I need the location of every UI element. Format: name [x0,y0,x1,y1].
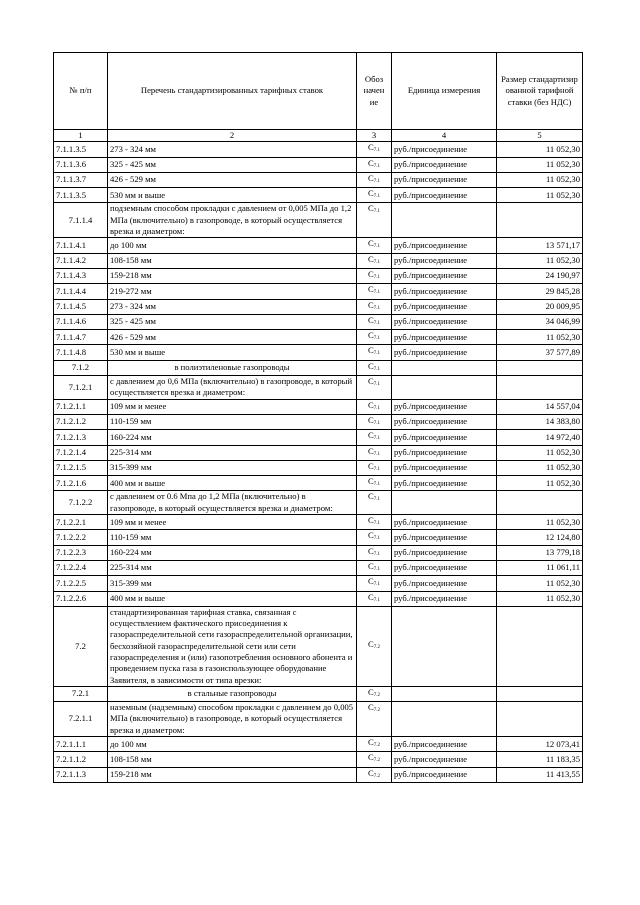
designation-letter: C [368,345,374,356]
table-row [54,606,583,686]
designation-letter: C [368,430,374,441]
row-unit: руб./присоединение [392,314,497,329]
row-value [497,376,583,400]
row-value: 11 052,30 [497,445,583,460]
table-row [54,686,583,701]
designation-index: 7.2 [373,743,380,749]
row-name: до 100 мм [108,737,357,752]
row-value: 12 124,80 [497,530,583,545]
row-unit: руб./присоединение [392,530,497,545]
designation-index: 7.1 [373,209,380,215]
row-value: 14 383,80 [497,414,583,429]
row-value: 29 845,28 [497,284,583,299]
row-number: 7.2.1 [54,686,108,701]
row-name: 426 - 529 мм [108,172,357,187]
row-name: 530 мм и выше [108,345,357,360]
row-unit: руб./присоединение [392,414,497,429]
designation-index: 7.1 [373,521,380,527]
row-number: 7.1.1.3.5 [54,188,108,203]
row-unit: руб./присоединение [392,142,497,157]
designation-letter: C [368,639,374,650]
table-row [54,515,583,530]
row-unit [392,606,497,686]
row-name: 225-314 мм [108,560,357,575]
row-designation [357,686,392,701]
row-value: 11 183,35 [497,752,583,767]
row-unit: руб./присоединение [392,238,497,253]
header-designation: Обоз начен ие [357,53,392,130]
designation-letter: C [368,376,374,387]
designation-index: 7.1 [373,366,380,372]
row-name: 110-159 мм [108,530,357,545]
table-row [54,460,583,475]
designation-letter: C [368,299,374,310]
row-designation [357,606,392,686]
row-value [497,360,583,375]
row-unit [392,491,497,515]
table-row [54,376,583,400]
table-row [54,157,583,172]
row-name: 426 - 529 мм [108,330,357,345]
row-designation [357,445,392,460]
row-designation [357,491,392,515]
row-unit: руб./присоединение [392,284,497,299]
row-name: 160-224 мм [108,545,357,560]
designation-index: 7.1 [373,597,380,603]
designation-letter: C [368,399,374,410]
designation-letter: C [368,767,374,778]
row-designation [357,299,392,314]
column-number: 2 [108,130,357,142]
table-row [54,314,583,329]
designation-index: 7.1 [373,405,380,411]
table-row [54,430,583,445]
row-value: 11 052,30 [497,476,583,491]
row-designation [357,560,392,575]
row-designation [357,752,392,767]
row-name: 160-224 мм [108,430,357,445]
row-number: 7.1.2.2.2 [54,530,108,545]
row-number: 7.1.2.1.6 [54,476,108,491]
designation-index: 7.1 [373,163,380,169]
designation-letter: C [368,476,374,487]
row-unit: руб./присоединение [392,752,497,767]
designation-letter: C [368,702,374,713]
designation-letter: C [368,203,374,214]
designation-index: 7.2 [373,708,380,714]
designation-letter: C [368,545,374,556]
designation-index: 7.1 [373,466,380,472]
row-unit [392,360,497,375]
designation-letter: C [368,530,374,541]
row-designation [357,330,392,345]
row-value: 37 577,89 [497,345,583,360]
column-numbers-row [54,130,583,142]
row-designation [357,376,392,400]
row-value: 11 052,30 [497,253,583,268]
row-name: 273 - 324 мм [108,299,357,314]
row-value [497,491,583,515]
designation-index: 7.1 [373,178,380,184]
row-name: 225-314 мм [108,445,357,460]
row-unit [392,686,497,701]
row-unit: руб./присоединение [392,560,497,575]
row-unit: руб./присоединение [392,767,497,782]
row-number: 7.2.1.1.2 [54,752,108,767]
designation-index: 7.1 [373,451,380,457]
row-number: 7.1.2.1.3 [54,430,108,445]
table-row [54,767,583,782]
designation-index: 7.1 [373,244,380,250]
row-value: 11 052,30 [497,172,583,187]
row-designation [357,767,392,782]
table-row [54,737,583,752]
row-number: 7.2.1.1.3 [54,767,108,782]
row-number: 7.1.1.4 [54,203,108,238]
designation-index: 7.1 [373,305,380,311]
row-value: 20 009,95 [497,299,583,314]
designation-index: 7.1 [373,274,380,280]
row-value: 11 061,11 [497,560,583,575]
table-row [54,591,583,606]
row-unit: руб./присоединение [392,737,497,752]
table-row [54,253,583,268]
row-value [497,203,583,238]
designation-letter: C [368,330,374,341]
designation-letter: C [368,591,374,602]
header-rate-size: Размер стандартизир ованной тарифной ставки (без НДС) [497,53,583,130]
row-designation [357,142,392,157]
designation-index: 7.2 [373,645,380,651]
designation-letter: C [368,157,374,168]
header-number: № п/п [54,53,108,130]
row-number: 7.1.1.4.2 [54,253,108,268]
row-unit: руб./присоединение [392,445,497,460]
designation-index: 7.2 [373,758,380,764]
designation-index: 7.2 [373,773,380,779]
row-value: 11 052,30 [497,330,583,345]
row-value: 11 052,30 [497,157,583,172]
row-name: 109 мм и менее [108,399,357,414]
designation-index: 7.1 [373,536,380,542]
designation-letter: C [368,515,374,526]
designation-letter: C [368,491,374,502]
table-row [54,414,583,429]
row-value: 11 052,30 [497,142,583,157]
row-designation [357,203,392,238]
designation-index: 7.1 [373,259,380,265]
row-name: подземным способом прокладки с давлением от 0,005 МПа до 1,2 МПа (включительно) в газопроводе, в который осуществляется врезка и диаметром: [108,203,357,238]
row-number: 7.2.1.1.1 [54,737,108,752]
table-row [54,284,583,299]
row-number: 7.1.1.4.3 [54,268,108,283]
designation-index: 7.1 [373,436,380,442]
row-unit: руб./присоединение [392,545,497,560]
row-number: 7.1.2.1.4 [54,445,108,460]
row-designation [357,238,392,253]
row-unit: руб./присоединение [392,476,497,491]
row-value: 13 571,17 [497,238,583,253]
designation-index: 7.1 [373,382,380,388]
designation-letter: C [368,360,374,371]
row-number: 7.1.1.4.8 [54,345,108,360]
row-name: 315-399 мм [108,576,357,591]
row-designation [357,157,392,172]
row-name: в полиэтиленовые газопроводы [108,360,357,375]
row-number: 7.1.1.3.5 [54,142,108,157]
row-designation [357,530,392,545]
row-name: с давлением от 0.6 Мпа до 1,2 МПа (включительно) в газопроводе, в который осуществляется врезка и диаметром: [108,491,357,515]
header-list: Перечень стандартизированных тарифных ставок [108,53,357,130]
column-number: 1 [54,130,108,142]
row-designation [357,576,392,591]
table-row [54,491,583,515]
row-designation [357,591,392,606]
row-number: 7.1.2.2 [54,491,108,515]
row-value [497,686,583,701]
row-designation [357,253,392,268]
row-value: 14 557,04 [497,399,583,414]
row-designation [357,314,392,329]
row-value: 11 052,30 [497,515,583,530]
row-name: 108-158 мм [108,752,357,767]
row-unit: руб./присоединение [392,172,497,187]
table-header-row [54,53,583,130]
row-name: 325 - 425 мм [108,157,357,172]
column-number: 5 [497,130,583,142]
designation-letter: C [368,576,374,587]
row-designation [357,399,392,414]
row-unit: руб./присоединение [392,299,497,314]
row-designation [357,460,392,475]
row-unit: руб./присоединение [392,330,497,345]
tariff-table [53,52,583,783]
designation-letter: C [368,752,374,763]
table-row [54,545,583,560]
row-designation [357,172,392,187]
row-value: 11 052,30 [497,591,583,606]
row-designation [357,737,392,752]
table-row [54,752,583,767]
row-unit: руб./присоединение [392,430,497,445]
row-value: 12 073,41 [497,737,583,752]
table-row [54,172,583,187]
row-number: 7.1.2 [54,360,108,375]
designation-index: 7.1 [373,320,380,326]
table-row [54,330,583,345]
row-number: 7.1.2.2.5 [54,576,108,591]
designation-index: 7.1 [373,290,380,296]
row-unit: руб./присоединение [392,268,497,283]
row-name: 273 - 324 мм [108,142,357,157]
designation-letter: C [368,460,374,471]
row-unit: руб./присоединение [392,515,497,530]
row-name: 315-399 мм [108,460,357,475]
designation-index: 7.1 [373,336,380,342]
row-name: 400 мм и выше [108,591,357,606]
row-unit: руб./присоединение [392,253,497,268]
row-designation [357,430,392,445]
row-designation [357,360,392,375]
row-name: 108-158 мм [108,253,357,268]
row-unit: руб./присоединение [392,188,497,203]
row-number: 7.1.1.4.5 [54,299,108,314]
row-name: наземным (надземным) способом прокладки с давлением до 0,005 МПа (включительно) в газопроводе, в который осуществляется врезка и диаметром: [108,702,357,737]
designation-letter: C [368,314,374,325]
designation-letter: C [368,737,374,748]
row-designation [357,476,392,491]
row-number: 7.1.2.2.4 [54,560,108,575]
designation-letter: C [368,172,374,183]
row-number: 7.1.1.4.7 [54,330,108,345]
designation-index: 7.2 [373,692,380,698]
row-number: 7.1.2.1.1 [54,399,108,414]
row-unit [392,376,497,400]
row-number: 7.2.1.1 [54,702,108,737]
row-number: 7.1.2.2.1 [54,515,108,530]
row-name: 219-272 мм [108,284,357,299]
designation-letter: C [368,253,374,264]
table-row [54,702,583,737]
designation-index: 7.1 [373,351,380,357]
table-row [54,238,583,253]
row-value [497,606,583,686]
row-designation [357,515,392,530]
designation-index: 7.1 [373,566,380,572]
row-number: 7.1.1.3.7 [54,172,108,187]
row-number: 7.2 [54,606,108,686]
designation-letter: C [368,284,374,295]
row-unit: руб./присоединение [392,576,497,591]
column-number: 4 [392,130,497,142]
table-row [54,203,583,238]
designation-letter: C [368,238,374,249]
row-value: 11 052,30 [497,188,583,203]
row-name: 159-218 мм [108,268,357,283]
row-designation [357,702,392,737]
row-name: до 100 мм [108,238,357,253]
row-number: 7.1.1.4.4 [54,284,108,299]
designation-index: 7.1 [373,582,380,588]
row-name: 110-159 мм [108,414,357,429]
row-unit [392,702,497,737]
table-row [54,299,583,314]
table-row [54,360,583,375]
designation-letter: C [368,686,374,697]
row-name: 325 - 425 мм [108,314,357,329]
designation-index: 7.1 [373,194,380,200]
row-value [497,702,583,737]
row-number: 7.1.2.2.3 [54,545,108,560]
row-name: 109 мм и менее [108,515,357,530]
designation-index: 7.1 [373,148,380,154]
row-unit: руб./присоединение [392,345,497,360]
row-designation [357,545,392,560]
row-value: 24 190,97 [497,268,583,283]
row-number: 7.1.1.4.6 [54,314,108,329]
designation-letter: C [368,188,374,199]
designation-letter: C [368,142,374,153]
table-body [54,142,583,783]
designation-letter: C [368,268,374,279]
table-row [54,345,583,360]
table-row [54,268,583,283]
row-number: 7.1.2.1 [54,376,108,400]
row-designation [357,414,392,429]
row-number: 7.1.2.2.6 [54,591,108,606]
row-name: 159-218 мм [108,767,357,782]
row-unit: руб./присоединение [392,157,497,172]
table-row [54,188,583,203]
table-row [54,530,583,545]
row-number: 7.1.2.1.2 [54,414,108,429]
row-value: 14 972,40 [497,430,583,445]
column-number: 3 [357,130,392,142]
table-row [54,399,583,414]
row-designation [357,268,392,283]
table-row [54,142,583,157]
row-designation [357,284,392,299]
table-row [54,445,583,460]
row-unit: руб./присоединение [392,460,497,475]
row-unit: руб./присоединение [392,399,497,414]
row-unit: руб./присоединение [392,591,497,606]
row-designation [357,345,392,360]
designation-letter: C [368,414,374,425]
row-designation [357,188,392,203]
row-value: 34 046,99 [497,314,583,329]
row-unit [392,203,497,238]
designation-letter: C [368,445,374,456]
row-number: 7.1.1.3.6 [54,157,108,172]
row-value: 11 052,30 [497,460,583,475]
row-name: с давлением до 0,6 МПа (включительно) в газопроводе, в который осуществляется врезка и диаметром: [108,376,357,400]
row-name: стандартизированная тарифная ставка, связанная с осуществлением фактического присоединения к газораспределительной сети газораспределительной организации, бесхозяйной газораспределительной сети или сети газораспределения и (или) газопотребления основного абонента и проведением пуска газа в газоиспользующее оборудование Заявителя, в зависимости от типа врезки: [108,606,357,686]
row-value: 11 052,30 [497,576,583,591]
table-row [54,560,583,575]
header-unit: Единица измерения [392,53,497,130]
row-number: 7.1.2.1.5 [54,460,108,475]
row-name: 530 мм и выше [108,188,357,203]
designation-index: 7.1 [373,497,380,503]
designation-letter: C [368,560,374,571]
table-row [54,476,583,491]
row-value: 13 779,18 [497,545,583,560]
table-row [54,576,583,591]
designation-index: 7.1 [373,551,380,557]
designation-index: 7.1 [373,420,380,426]
row-number: 7.1.1.4.1 [54,238,108,253]
row-value: 11 413,55 [497,767,583,782]
row-name: в стальные газопроводы [108,686,357,701]
row-name: 400 мм и выше [108,476,357,491]
designation-index: 7.1 [373,482,380,488]
